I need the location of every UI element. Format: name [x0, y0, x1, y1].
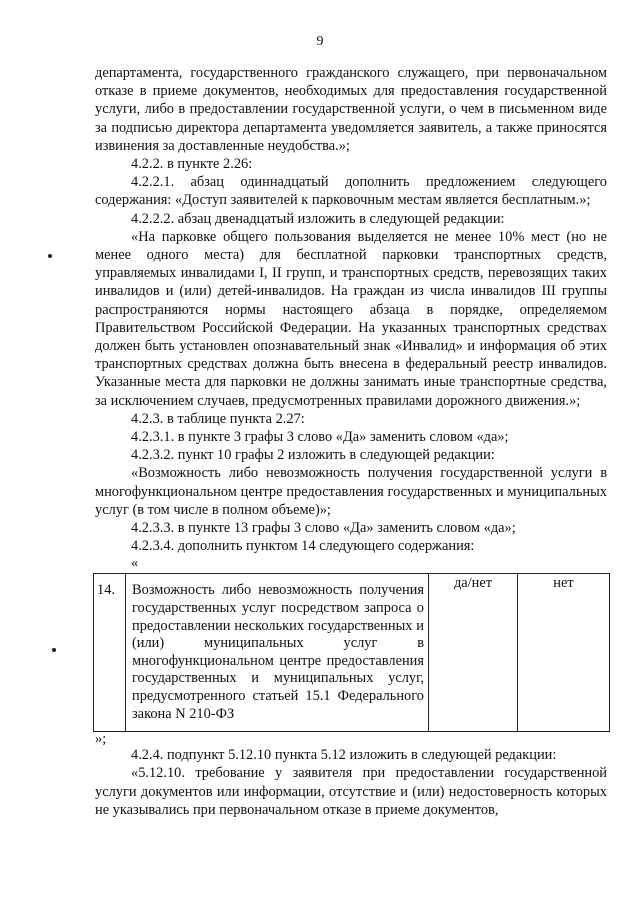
table-row [94, 574, 610, 732]
paragraph: 4.2.2. в пункте 2.26: [131, 156, 253, 173]
paragraph: 4.2.3.4. дополнить пунктом 14 следующего содержания: [131, 538, 475, 555]
page-number: 9 [316, 34, 324, 49]
quote-close-mark: »; [95, 731, 107, 748]
paragraph: «5.12.10. требование у заявителя при предоставлении государственной услуги документов или информации, отсутствие и (или) недостоверность которых не указывались при первоначальном отказе в приеме документов, [95, 765, 607, 818]
paragraph: 4.2.3. в таблице пункта 2.27: [131, 410, 305, 427]
paragraph: 4.2.3.1. в пункте 3 графы 3 слово «Да» заменить словом «да»; [131, 429, 509, 446]
row-description-cell: Возможность либо невозможность получения государственных услуг посредством запроса о предоставлении нескольких государственных и (или) муниципальных услуг в многофункциональном центре предоставления государственных и муниципальных услуг, предусмотренного статьей 15.1 Федерального закона N 210-ФЗ [126, 574, 429, 732]
paragraph: 4.2.3.3. в пункте 13 графы 3 слово «Да» заменить словом «да»; [131, 520, 516, 537]
paragraph: 4.2.2.2. абзац двенадцатый изложить в следующей редакции: [131, 210, 505, 227]
paragraph: 4.2.4. подпункт 5.12.10 пункта 5.12 изложить в следующей редакции: [131, 747, 557, 764]
quote-open-mark: « [131, 555, 139, 572]
paragraph: 4.2.3.2. пункт 10 графы 2 изложить в следующей редакции: [131, 447, 495, 464]
amendment-table [93, 573, 610, 732]
row-value-2-cell: нет [518, 574, 610, 732]
paragraph: 4.2.2.1. абзац одиннадцатый дополнить предложением следующего содержания: «Доступ заявителей к парковочным местам является бесплатным.»; [95, 174, 607, 209]
paragraph: департамента, государственного гражданского служащего, при первоначальном отказе в приеме документов, необходимых для предоставления государственной услуги, либо в предоставлении государственной услуги, о чем в письменном виде за подписью директора департамента уведомляется заявитель, а также приносятся извинения за доставленные неудобства.»; [95, 65, 607, 154]
row-value-1-cell: да/нет [429, 574, 518, 732]
margin-mark [48, 254, 52, 258]
document-body [95, 64, 607, 819]
paragraph: «На парковке общего пользования выделяется не менее 10% мест (но не менее одного места) для бесплатной парковки транспортных средств, управляемых инвалидами I, II групп, и транспортных средств, перевозящих таких инвалидов и (или) детей-инвалидов. На граждан из числа инвалидов III группы распространяются нормы настоящего абзаца в порядке, определяемом Правительством Российской Федерации. На указанных транспортных средствах должен быть установлен опознавательный знак «Инвалид» и информация об этих транспортных средствах должна быть внесена в федеральный реестр инвалидов. Указанные места для парковки не должны занимать иные транспортные средства, за исключением случаев, предусмотренных правилами дорожного движения.»; [95, 228, 607, 409]
paragraph: «Возможность либо невозможность получения государственной услуги в многофункциональном центре предоставления государственных и муниципальных услуг (в том числе в полном объеме)»; [95, 465, 607, 518]
row-number-cell: 14. [94, 574, 126, 732]
margin-mark [52, 648, 56, 652]
